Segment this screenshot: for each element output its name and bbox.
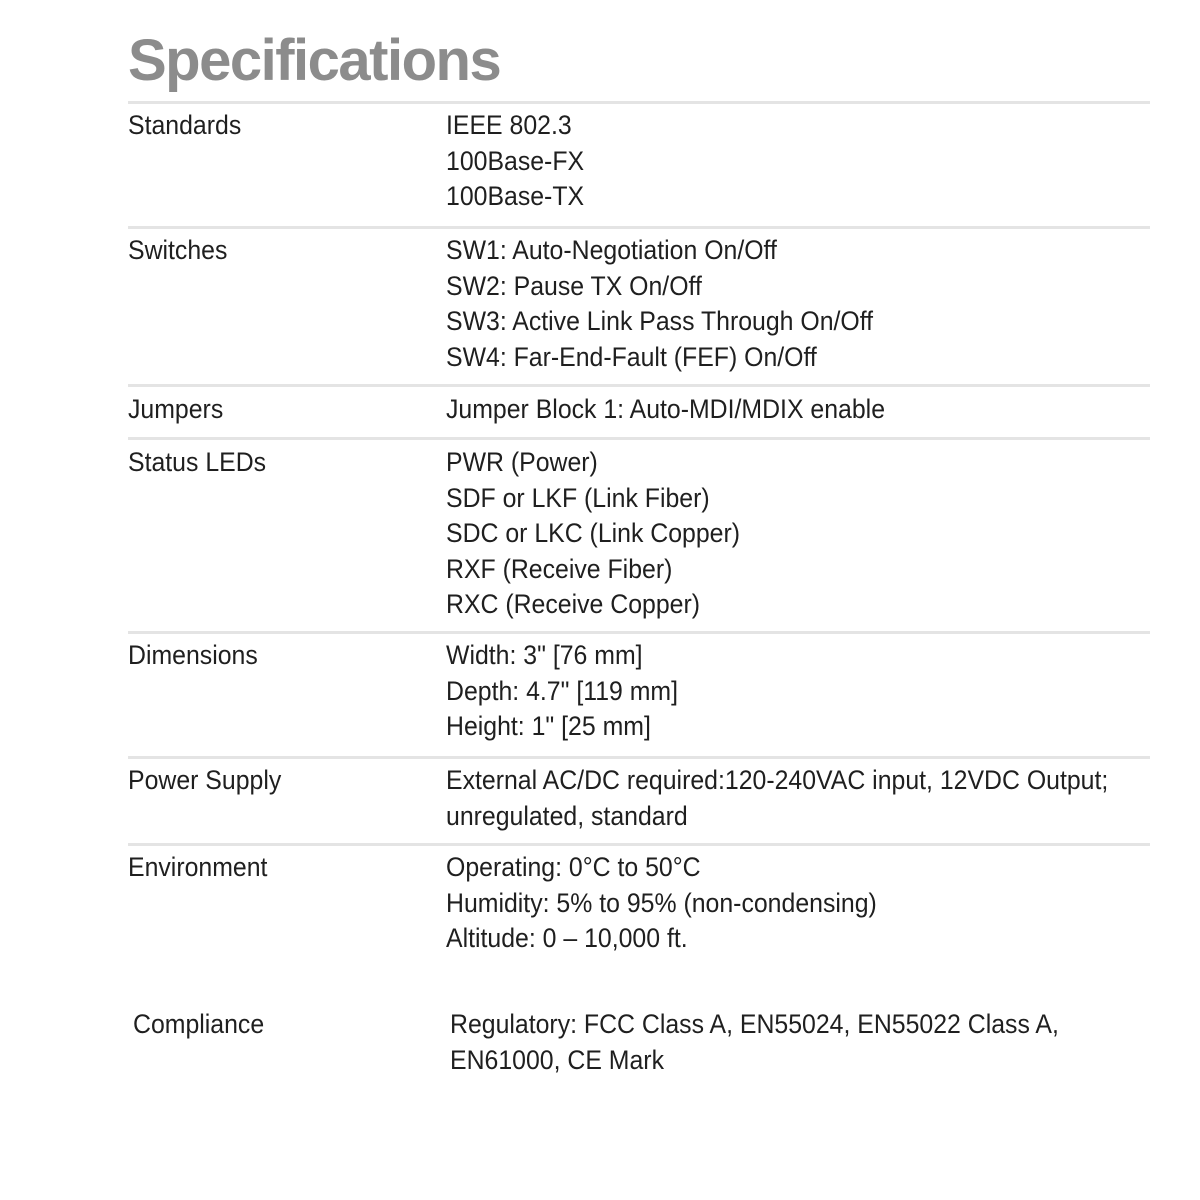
spec-value-line: Operating: 0°C to 50°C [446,852,701,882]
spec-value-power-supply [446,763,1108,834]
spec-value-switches [446,233,873,375]
spec-value-line: Height: 1" [25 mm] [446,711,651,741]
spec-label-switches: Switches [128,235,228,265]
spec-value-jumpers [446,392,885,428]
divider [128,631,1150,634]
spec-value-line: EN61000, CE Mark [450,1044,665,1075]
spec-label-power-supply: Power Supply [128,765,282,795]
spec-value-line: Altitude: 0 – 10,000 ft. [446,923,688,953]
divider [128,843,1150,846]
spec-value-line: 100Base-TX [446,181,585,211]
spec-label-standards: Standards [128,110,242,140]
divider [128,384,1150,387]
spec-value-line: External AC/DC required:120-240VAC input, 12VDC Output; [446,765,1109,795]
spec-value-line: Depth: 4.7" [119 mm] [446,675,679,706]
divider [128,437,1150,440]
spec-label-status-leds: Status LEDs [128,447,267,477]
spec-value-line: SW1: Auto-Negotiation On/Off [446,235,777,265]
spec-value-line: PWR (Power) [446,447,598,477]
spec-value-status-leds [446,445,740,623]
spec-label-compliance: Compliance [133,1009,265,1039]
spec-value-line: Humidity: 5% to 95% (non-condensing) [446,887,877,918]
spec-value-line: Regulatory: FCC Class A, EN55024, EN55022 Class A, [450,1009,1059,1039]
spec-value-line: Width: 3" [76 mm] [446,640,643,670]
spec-value-compliance [450,1007,1059,1078]
spec-value-line: IEEE 802.3 [446,110,572,140]
spec-value-line: RXF (Receive Fiber) [446,553,673,584]
spec-value-line: SW2: Pause TX On/Off [446,270,702,301]
spec-value-line: SW3: Active Link Pass Through On/Off [446,306,874,336]
spec-value-standards [446,108,584,215]
spec-value-environment [446,850,877,957]
spec-value-line: Jumper Block 1: Auto-MDI/MDIX enable [446,394,886,424]
spec-value-dimensions [446,638,678,745]
page-title: Specifications [128,28,501,93]
spec-label-dimensions: Dimensions [128,640,258,670]
spec-value-line: RXC (Receive Copper) [446,589,701,619]
spec-value-line: SDF or LKF (Link Fiber) [446,482,710,513]
spec-value-line: unregulated, standard [446,800,688,831]
spec-label-jumpers: Jumpers [128,394,224,424]
spec-label-environment: Environment [128,852,268,882]
spec-value-line: 100Base-FX [446,145,585,176]
spec-value-line: SDC or LKC (Link Copper) [446,518,741,548]
spec-value-line: SW4: Far-End-Fault (FEF) On/Off [446,341,817,372]
divider [128,226,1150,229]
divider [128,756,1150,759]
divider [128,101,1150,104]
